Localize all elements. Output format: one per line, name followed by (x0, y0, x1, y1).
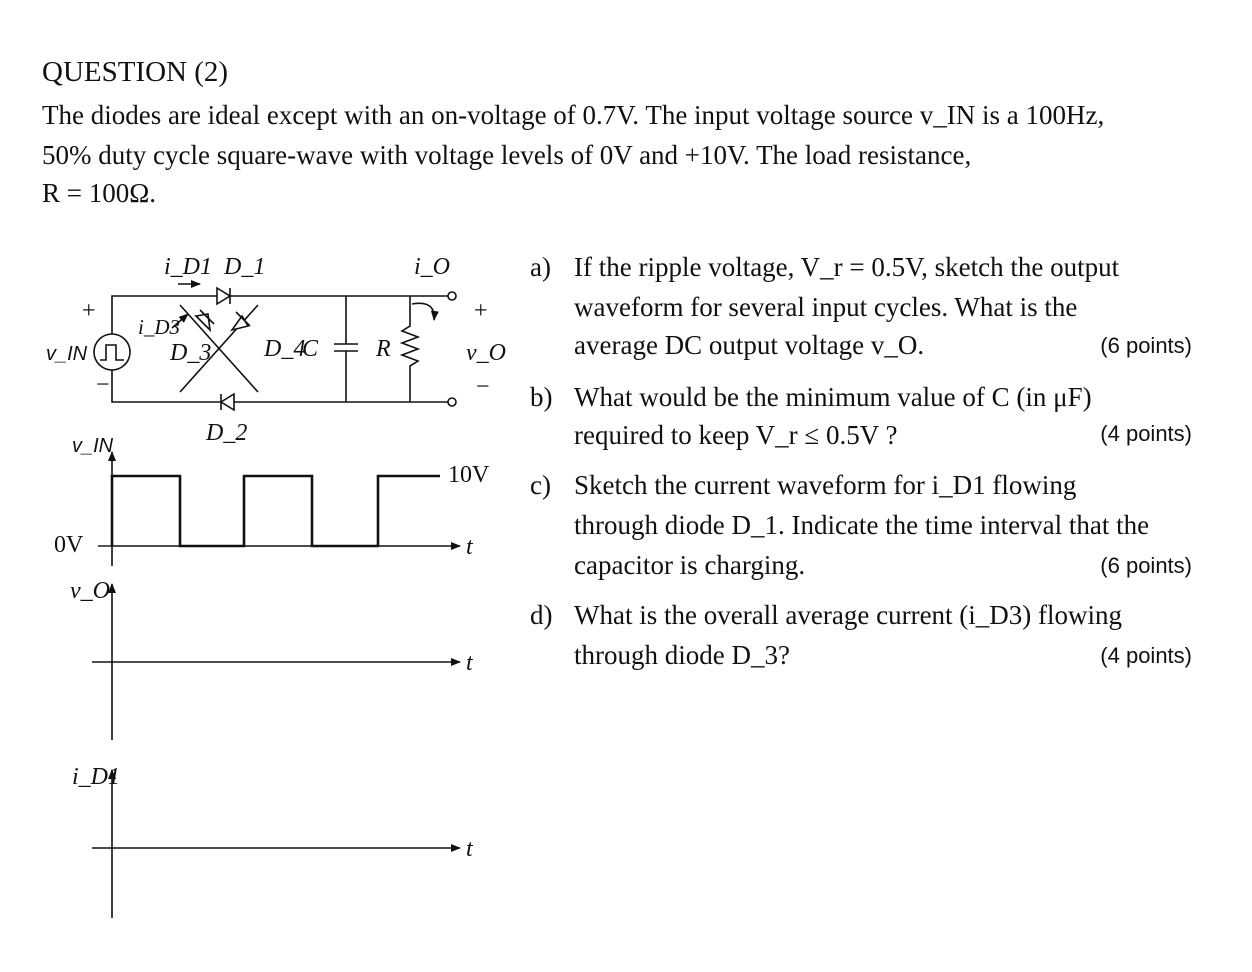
label-d4: D_4 (264, 336, 306, 362)
part-c-line-3: capacitor is charging. (574, 550, 806, 580)
part-a-line-3: average DC output voltage v_O. (574, 330, 925, 360)
label-io: i_O (414, 254, 450, 280)
part-a-points: (6 points) (1100, 333, 1192, 358)
id1-t-label: t (466, 836, 473, 862)
resistor (402, 296, 418, 402)
io-current-arrow (412, 303, 434, 320)
part-c-label: c) (530, 470, 551, 500)
vo-t-label: t (466, 650, 473, 676)
part-d-line-2: through diode D_3? (574, 640, 790, 670)
part-d (530, 596, 1192, 676)
label-id1: i_D1 (164, 254, 212, 280)
part-d-label: d) (530, 600, 553, 630)
label-vin-minus: − (96, 372, 110, 398)
vin-ylabel: v_IN (72, 435, 114, 457)
label-vin-plus: + (82, 298, 96, 324)
vin-level-low: 0V (54, 532, 84, 558)
vo-ylabel: v_O (70, 578, 110, 604)
part-a-label: a) (530, 252, 551, 282)
output-terminal-minus (448, 398, 456, 406)
part-b (530, 378, 1192, 458)
intro-line-1: The diodes are ideal except with an on-voltage of 0.7V. The input voltage source v_IN is a 100Hz, (42, 100, 1105, 130)
part-c-line-2: through diode D_1. Indicate the time interval that the (574, 510, 1150, 540)
part-a-line-1: If the ripple voltage, V_r = 0.5V, sketch the output (574, 252, 1120, 282)
label-d2: D_2 (206, 420, 248, 446)
label-c: C (302, 336, 319, 362)
label-d1: D_1 (224, 254, 266, 280)
capacitor (334, 296, 358, 402)
part-c-line-1: Sketch the current waveform for i_D1 flowing (574, 470, 1077, 500)
part-d-points: (4 points) (1100, 643, 1192, 668)
source-bottom-wire (112, 370, 213, 402)
diode-d1 (217, 288, 230, 304)
label-id3: i_D3 (138, 315, 180, 339)
vin-level-high: 10V (448, 462, 490, 488)
circuit-labels (46, 254, 506, 446)
part-b-points: (4 points) (1100, 421, 1192, 446)
id1-plot (72, 764, 474, 918)
part-b-line-2: required to keep V_r ≤ 0.5V ? (574, 420, 898, 450)
label-vo-minus: − (476, 374, 490, 400)
label-vo: v_O (466, 340, 506, 366)
label-vo-plus: + (474, 298, 488, 324)
part-a-line-2: waveform for several input cycles. What is the (574, 292, 1078, 322)
part-c-points: (6 points) (1100, 553, 1192, 578)
part-b-label: b) (530, 382, 553, 412)
part-a (530, 248, 1192, 368)
vin-plot (54, 435, 490, 566)
label-vin: v_IN (46, 343, 88, 365)
label-r: R (376, 336, 391, 362)
diode-d4 (232, 312, 250, 330)
question-title: QUESTION (2) (42, 56, 229, 88)
output-terminal-plus (448, 292, 456, 300)
intro-line-3: R = 100Ω. (42, 178, 157, 208)
part-b-line-1: What would be the minimum value of C (in μF) (574, 382, 1092, 412)
vin-square-wave (112, 476, 440, 546)
vin-t-label: t (466, 534, 473, 560)
diode-d2 (221, 394, 234, 410)
part-d-line-1: What is the overall average current (i_D3) flowing (574, 600, 1123, 630)
square-wave-icon (100, 345, 124, 360)
label-d3: D_3 (170, 340, 212, 366)
intro-line-2: 50% duty cycle square-wave with voltage levels of 0V and +10V. The load resistance, (42, 140, 972, 170)
square-wave-source (94, 334, 130, 370)
part-c (530, 466, 1192, 586)
id1-ylabel: i_D1 (72, 764, 120, 790)
vo-plot (70, 578, 474, 740)
